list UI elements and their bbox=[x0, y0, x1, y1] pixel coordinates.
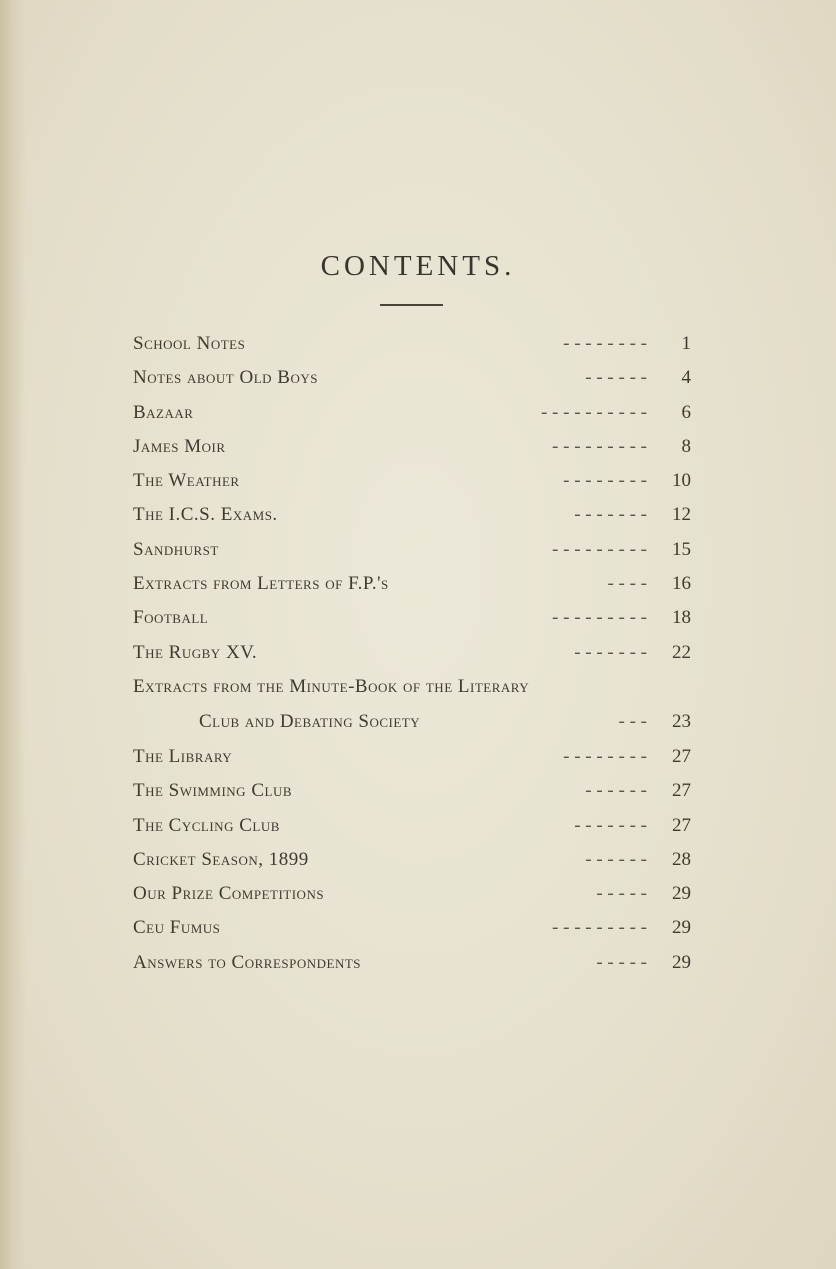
toc-page-number: 8 bbox=[681, 435, 691, 457]
toc-leader: - - - - - - - bbox=[574, 641, 647, 663]
toc-entry bbox=[133, 809, 691, 843]
toc-entry bbox=[133, 327, 691, 361]
toc-leader: - - - - - - - - - - bbox=[540, 401, 647, 423]
toc-entry bbox=[133, 877, 691, 911]
toc-entry-title: Our Prize Competitions bbox=[133, 883, 325, 905]
toc-entry bbox=[133, 464, 691, 498]
toc-entry-title: The Swimming Club bbox=[133, 780, 292, 802]
toc-page-number: 4 bbox=[681, 367, 691, 389]
toc-entry-title: Cricket Season, 1899 bbox=[133, 848, 309, 870]
toc-page-number: 1 bbox=[681, 333, 691, 354]
toc-page-number: 29 bbox=[672, 951, 691, 973]
toc-entry bbox=[133, 740, 691, 774]
toc-page-number: 10 bbox=[672, 470, 691, 492]
toc-leader: - - - - - - bbox=[585, 367, 647, 389]
toc-entry bbox=[133, 774, 691, 808]
toc-page-number: 28 bbox=[672, 848, 691, 870]
toc-page-number: 29 bbox=[672, 917, 691, 939]
toc-leader: - - - - bbox=[607, 573, 647, 595]
toc-leader: - - - - - - - bbox=[574, 814, 647, 836]
toc-leader: - - - - - bbox=[596, 883, 647, 905]
toc-page-number: 6 bbox=[681, 401, 691, 423]
toc-entry-title: Notes about Old Boys bbox=[133, 367, 318, 389]
toc-page-number: 18 bbox=[672, 607, 691, 629]
toc-leader: - - - - - - - - bbox=[563, 470, 647, 492]
toc-page-number: 22 bbox=[672, 641, 691, 663]
toc-entry bbox=[133, 911, 691, 945]
toc-entry bbox=[133, 601, 691, 635]
toc-entry-title: School Notes bbox=[133, 333, 246, 354]
toc-leader: - - - - - - - bbox=[574, 504, 647, 526]
toc-entry-title: Sandhurst bbox=[133, 538, 219, 560]
toc-leader: - - - - - - - - bbox=[563, 745, 647, 767]
toc-entry bbox=[133, 670, 691, 740]
toc-leader: - - - bbox=[618, 710, 647, 732]
toc-entry bbox=[133, 946, 691, 980]
page-edge bbox=[0, 0, 26, 1269]
toc-entry-title: James Moir bbox=[133, 435, 226, 457]
toc-entry bbox=[133, 498, 691, 532]
table-of-contents bbox=[133, 327, 691, 980]
toc-entry bbox=[133, 843, 691, 877]
toc-entry-title: Ceu Fumus bbox=[133, 917, 221, 939]
toc-leader: - - - - - - - - - bbox=[552, 435, 647, 457]
toc-entry-title: The Rugby XV. bbox=[133, 641, 258, 663]
toc-entry bbox=[133, 636, 691, 670]
toc-page-number: 27 bbox=[672, 745, 691, 767]
toc-entry bbox=[133, 396, 691, 430]
toc-page-number: 27 bbox=[672, 780, 691, 802]
toc-entry-title-continued: Club and Debating Society bbox=[199, 710, 421, 732]
toc-page-number: 16 bbox=[672, 573, 691, 595]
toc-leader: - - - - - - - - - bbox=[552, 538, 647, 560]
toc-entry bbox=[133, 533, 691, 567]
toc-entry-title: Answers to Correspondents bbox=[133, 951, 362, 973]
toc-leader: - - - - - bbox=[596, 951, 647, 973]
toc-page-number: 15 bbox=[672, 538, 691, 560]
toc-entry-title: Extracts from the Minute-Book of the Literary bbox=[133, 675, 530, 697]
toc-page-number: 27 bbox=[672, 814, 691, 836]
toc-leader: - - - - - - - - - bbox=[552, 917, 647, 939]
toc-entry-title: The Cycling Club bbox=[133, 814, 280, 836]
toc-entry bbox=[133, 567, 691, 601]
toc-page-number: 23 bbox=[672, 710, 691, 732]
toc-entry bbox=[133, 430, 691, 464]
toc-leader: - - - - - - bbox=[585, 780, 647, 802]
toc-entry-title: Extracts from Letters of F.P.'s bbox=[133, 573, 389, 595]
toc-leader: - - - - - - - - bbox=[563, 333, 647, 354]
toc-entry bbox=[133, 361, 691, 395]
title-rule bbox=[380, 304, 443, 306]
toc-entry-title: The I.C.S. Exams. bbox=[133, 504, 278, 526]
toc-entry-title: Football bbox=[133, 607, 209, 629]
toc-leader: - - - - - - - - - bbox=[552, 607, 647, 629]
toc-entry-title: The Library bbox=[133, 745, 233, 767]
toc-leader: - - - - - - bbox=[585, 848, 647, 870]
toc-page-number: 29 bbox=[672, 883, 691, 905]
page-title: CONTENTS. bbox=[320, 250, 516, 282]
toc-entry-title: The Weather bbox=[133, 470, 240, 492]
toc-entry-title: Bazaar bbox=[133, 401, 194, 423]
toc-page-number: 12 bbox=[672, 504, 691, 526]
